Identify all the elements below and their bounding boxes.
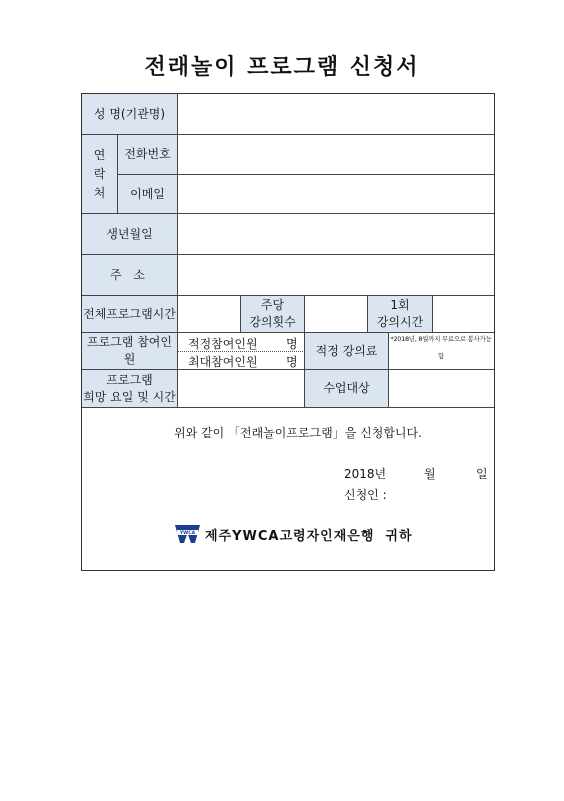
email-label: 이메일 [118, 175, 178, 214]
wish-time-input[interactable] [178, 370, 305, 408]
total-time-input[interactable] [178, 296, 241, 333]
applicant-label: 신청인 : [344, 488, 387, 502]
participants-label: 프로그램 참여인원 [82, 333, 178, 370]
fee-label: 적정 강의료 [305, 333, 389, 370]
target-input[interactable] [389, 370, 494, 408]
page-title: 전래놀이 프로그램 신청서 [144, 55, 420, 80]
fee-note: *2018년, 8월까지 무료으로 봉사가능함 [390, 335, 492, 360]
weekly-count-label: 주당 강의횟수 [241, 296, 305, 333]
recipient-text: 제주YWCA고령자인재은행 귀하 [205, 529, 413, 544]
contact-label: 연 락 처 [82, 135, 118, 214]
phone-label: 전화번호 [118, 135, 178, 175]
name-label: 성 명(기관명) [82, 94, 178, 135]
max-people-label: 최대참여인원 [188, 355, 258, 369]
one-time-label: 1회 강의시간 [368, 296, 433, 333]
max-people-unit: 명 [286, 355, 298, 369]
application-form [81, 93, 495, 571]
date-year: 2018년 [344, 467, 387, 481]
target-label: 수업대상 [305, 370, 389, 408]
declaration-area [82, 408, 494, 570]
address-input[interactable] [178, 255, 494, 296]
email-input[interactable] [178, 175, 494, 214]
total-time-label: 전체프로그램시간 [82, 296, 178, 333]
fee-input[interactable] [389, 333, 494, 370]
birth-input[interactable] [178, 214, 494, 255]
proper-people-label: 적정참여인원 [188, 337, 258, 351]
dotted-divider [178, 351, 305, 352]
wish-time-label: 프로그램 희망 요일 및 시간 [82, 370, 178, 408]
ywca-logo-icon [175, 525, 200, 543]
date-day: 일 [476, 467, 488, 481]
birth-label: 생년월일 [82, 214, 178, 255]
one-time-input[interactable] [433, 296, 494, 333]
weekly-count-input[interactable] [305, 296, 368, 333]
proper-people-unit: 명 [286, 337, 298, 351]
logo-text: YWCA [179, 531, 196, 537]
address-label: 주 소 [82, 255, 178, 296]
phone-input[interactable] [178, 135, 494, 175]
date-month: 월 [424, 467, 436, 481]
statement-text: 위와 같이 「전래놀이프로그램」을 신청합니다. [174, 426, 422, 440]
name-input[interactable] [178, 94, 494, 135]
